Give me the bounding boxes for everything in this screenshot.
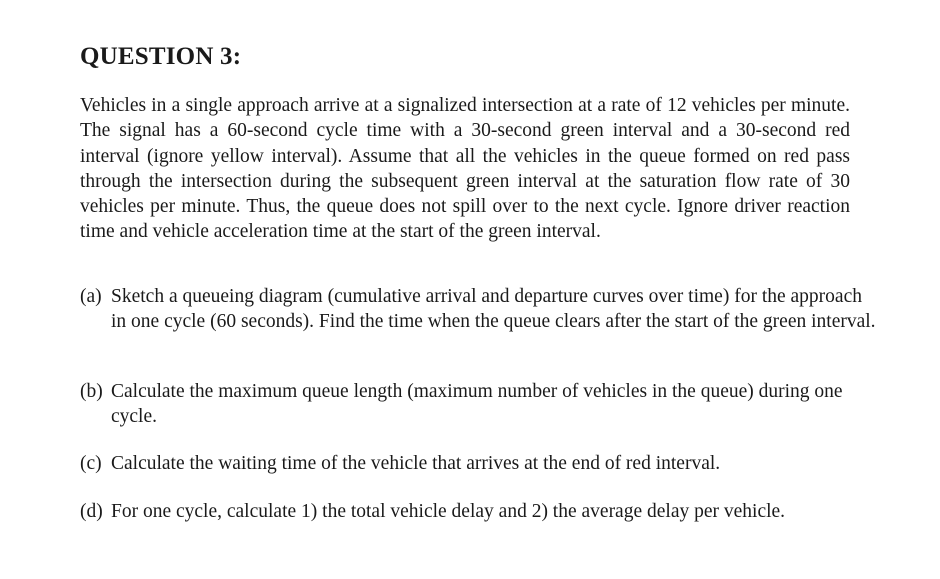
problem-statement: Vehicles in a single approach arrive at a signalized intersection at a rate of 12 vehicles per minute. The signal has a 60-second cycle time with a 30-second green interval and a 30-second red interval (ignore yellow interval). Assume that all the vehicles in the queue formed on red pass through the intersection during the subsequent green interval at the saturation flow rate of 30 vehicles per minute. Thus, the queue does not spill over to the next cycle. Ignore driver reaction time and vehicle acceleration time at the start of the green interval. bbox=[80, 95, 850, 243]
part-d-label: (d) bbox=[80, 501, 103, 522]
part-c bbox=[80, 452, 881, 477]
question-title: QUESTION 3: bbox=[80, 43, 242, 70]
part-b-text: Calculate the maximum queue length (maximum number of vehicles in the queue) during one cycle. bbox=[111, 381, 843, 427]
part-d bbox=[80, 500, 881, 525]
part-a-label: (a) bbox=[80, 286, 102, 307]
part-d-text: For one cycle, calculate 1) the total vehicle delay and 2) the average delay per vehicle. bbox=[111, 501, 786, 522]
part-a-text: Sketch a queueing diagram (cumulative arrival and departure curves over time) for the approach in one cycle (60 seconds). Find the time when the queue clears after the start of the green interval. bbox=[111, 286, 876, 332]
part-b bbox=[80, 380, 881, 429]
part-a bbox=[80, 285, 881, 334]
part-c-label: (c) bbox=[80, 453, 102, 474]
part-b-label: (b) bbox=[80, 381, 103, 402]
part-c-text: Calculate the waiting time of the vehicle that arrives at the end of red interval. bbox=[111, 453, 721, 474]
